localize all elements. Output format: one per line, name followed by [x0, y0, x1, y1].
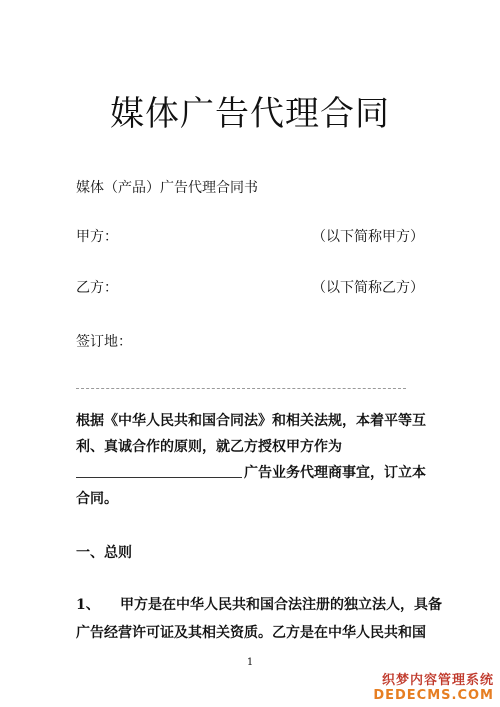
sign-place-label: 签订地： [76, 334, 132, 350]
preamble-line-3: 广告业务代理商事宜，订立本 [244, 465, 426, 481]
fill-in-blank-line [76, 477, 242, 478]
party-a-note: （以下简称甲方） [312, 229, 424, 245]
document-subtitle: 媒体（产品）广告代理合同书 [76, 180, 258, 196]
preamble-line-2: 利、真诚合作的原则，就乙方授权甲方作为 [76, 439, 342, 455]
party-b-note: （以下简称乙方） [312, 280, 424, 296]
watermark-line-1: 织梦内容管理系统 [381, 673, 494, 688]
watermark [366, 669, 494, 703]
party-b-label: 乙方： [76, 280, 118, 296]
item-text-line-2: 广告经营许可证及其相关资质。乙方是在中华人民共和国 [76, 625, 426, 641]
preamble-line-4: 合同。 [76, 491, 118, 507]
page-number: 1 [246, 657, 254, 668]
section-heading: 一、总则 [76, 545, 132, 561]
document-title: 媒体广告代理合同 [110, 94, 390, 134]
preamble-line-1: 根据《中华人民共和国合同法》和相关法规，本着平等互 [76, 413, 426, 429]
item-number: 1、 [76, 597, 100, 613]
item-text-line-1: 甲方是在中华人民共和国合法注册的独立法人，具备 [120, 597, 442, 613]
watermark-line-2: DEDECMS.COM [373, 688, 494, 703]
dashed-divider [76, 388, 406, 389]
party-a-label: 甲方： [76, 229, 118, 245]
